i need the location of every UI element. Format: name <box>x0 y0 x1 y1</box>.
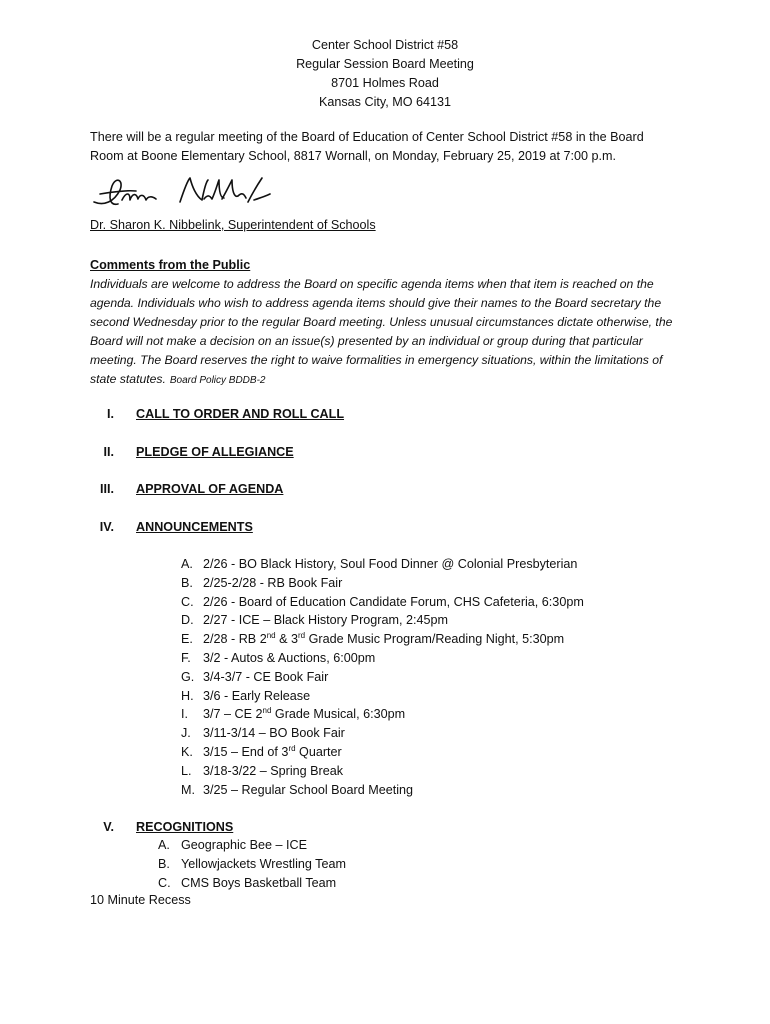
item-letter: F. <box>181 650 191 665</box>
list-item <box>0 555 770 574</box>
item-text: 3/6 - Early Release <box>203 688 311 703</box>
city-state-zip: Kansas City, MO 64131 <box>318 95 452 109</box>
agenda-section-announcements <box>0 518 770 537</box>
item-text: 3/18-3/22 – Spring Break <box>203 763 344 778</box>
list-item <box>0 687 770 706</box>
item-letter: K. <box>181 744 193 759</box>
list-item <box>0 574 770 593</box>
recess-note: 10 Minute Recess <box>90 893 191 907</box>
list-item <box>0 743 770 762</box>
recognitions-list <box>0 836 770 892</box>
section-numeral: II. <box>103 445 114 459</box>
district-name: Center School District #58 <box>311 38 459 52</box>
list-item <box>0 705 770 724</box>
ordinal-suffix: rd <box>288 743 296 753</box>
ordinal-suffix: nd <box>262 706 272 716</box>
street-address: 8701 Holmes Road <box>331 76 439 90</box>
meeting-type: Regular Session Board Meeting <box>296 57 474 71</box>
item-text-part: Grade Music Program/Reading Night, 5:30pm <box>305 632 565 647</box>
item-text: Geographic Bee – ICE <box>181 838 308 852</box>
section-numeral: IV. <box>99 520 114 534</box>
signature-image <box>92 172 272 212</box>
section-numeral: V. <box>103 820 114 834</box>
item-letter: B. <box>181 575 193 590</box>
list-item <box>0 781 770 800</box>
item-text <box>203 630 564 649</box>
item-letter: M. <box>181 782 195 797</box>
agenda-section-approval <box>0 480 770 499</box>
section-title: APPROVAL OF AGENDA <box>136 482 284 496</box>
item-text: 3/11-3/14 – BO Book Fair <box>203 726 345 741</box>
list-item <box>0 649 770 668</box>
meeting-notice-line-2: Room at Boone Elementary School, 8817 Wornall, on Monday, February 25, 2019 at 7:00 p.m. <box>90 149 616 163</box>
list-item <box>0 630 770 649</box>
item-text: 2/26 - Board of Education Candidate Forum, CHS Cafeteria, 6:30pm <box>203 594 584 609</box>
item-text-part: 3/15 – End of 3 <box>203 744 289 759</box>
agenda-section-call-to-order <box>0 405 770 424</box>
item-text: CMS Boys Basketball Team <box>181 875 337 890</box>
item-letter: A. <box>181 557 193 571</box>
item-letter: C. <box>181 594 194 609</box>
public-comments-section <box>90 256 690 390</box>
item-text <box>203 743 342 762</box>
list-item <box>0 593 770 612</box>
list-item <box>0 668 770 687</box>
section-title: PLEDGE OF ALLEGIANCE <box>136 445 294 459</box>
item-letter: A. <box>158 838 170 852</box>
item-text-part: Grade Musical, 6:30pm <box>271 707 406 722</box>
section-title: RECOGNITIONS <box>136 820 234 834</box>
item-letter: E. <box>181 632 193 647</box>
section-numeral: I. <box>107 407 114 421</box>
list-item <box>0 762 770 781</box>
section-title: CALL TO ORDER AND ROLL CALL <box>136 407 345 421</box>
ordinal-suffix: nd <box>266 631 276 640</box>
item-text: 3/4-3/7 - CE Book Fair <box>203 669 329 684</box>
item-letter: G. <box>181 669 195 684</box>
item-text: Yellowjackets Wrestling Team <box>181 856 346 871</box>
item-text: 2/27 - ICE – Black History Program, 2:45pm <box>203 613 448 628</box>
section-title: ANNOUNCEMENTS <box>136 520 253 534</box>
item-text: 3/25 – Regular School Board Meeting <box>203 782 414 797</box>
ordinal-suffix: rd <box>298 631 306 640</box>
item-letter: L. <box>181 763 192 778</box>
item-letter: D. <box>181 613 194 628</box>
item-text-part: 2/28 - RB 2 <box>203 632 267 647</box>
board-policy-reference: Board Policy BDDB-2 <box>169 375 266 386</box>
signer-name: Dr. Sharon K. Nibbelink, Superintendent of Schools <box>90 218 376 232</box>
list-item <box>0 855 770 874</box>
item-text: 2/26 - BO Black History, Soul Food Dinner @ Colonial Presbyterian <box>203 557 578 571</box>
item-text-part: Quarter <box>295 744 342 759</box>
list-item <box>0 724 770 743</box>
item-text-part: 3/7 – CE 2 <box>203 707 263 722</box>
public-comments-body <box>90 275 690 390</box>
list-item <box>0 874 770 893</box>
item-letter: J. <box>181 726 191 741</box>
agenda-section-recognitions <box>0 818 770 837</box>
item-text: 2/25-2/28 - RB Book Fair <box>203 575 343 590</box>
public-comments-text: Individuals are welcome to address the Board on specific agenda items when that item is reached on the agenda. Individuals who wish to address agenda items should give their names to the Board secretary the second Wednesday prior to the regular Board meeting. Unless unusual circumstances dictate otherwise, the Board will not make a decision on an issue(s) presented by an individual or group during that particular meeting. The Board reserves the right to waive formalities in emergency situations, within the limitations of state statutes. <box>90 277 673 386</box>
list-item <box>0 611 770 630</box>
item-letter: B. <box>158 856 170 871</box>
announcements-list <box>0 555 770 799</box>
item-letter: I. <box>181 707 188 722</box>
document-header <box>0 36 770 112</box>
public-comments-heading: Comments from the Public <box>90 258 251 272</box>
item-text <box>203 705 405 724</box>
item-text-part: & 3 <box>275 632 299 647</box>
meeting-notice <box>90 128 690 166</box>
item-letter: C. <box>158 875 171 890</box>
meeting-notice-line-1: There will be a regular meeting of the Board of Education of Center School District #58 in the Board <box>90 130 644 144</box>
agenda-section-pledge <box>0 443 770 462</box>
item-letter: H. <box>181 688 194 703</box>
list-item <box>0 836 770 855</box>
item-text: 3/2 - Autos & Auctions, 6:00pm <box>203 650 376 665</box>
section-numeral: III. <box>100 482 114 496</box>
